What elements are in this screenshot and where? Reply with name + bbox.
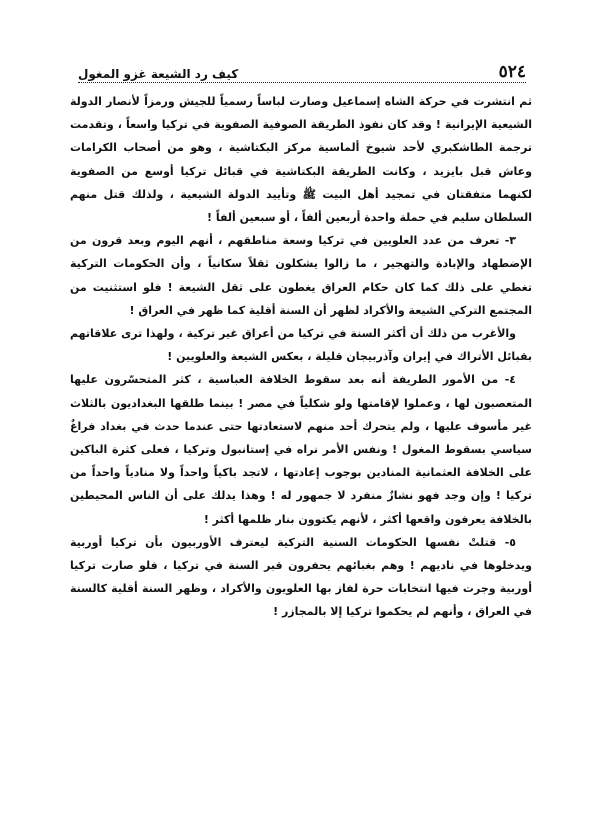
body-text bbox=[70, 90, 532, 624]
paragraph-5: ٥- قتلتْ نفسها الحكومات السنية التركية ليعترف الأوربيون بأن تركيا أوربية ويدخلوها في ناديهم ! وهم بغبائهم يحفرون قبر السنة في تركيا ، فلو صارت تركيا أوربية وجرت فيها انتخابات حرة لفاز بها العلويون والأكراد ، وظهر السنة أقلية كالسنة في العراق ، وأنهم لم يحكموا تركيا إلا بالمجازر ! bbox=[70, 535, 532, 619]
header-divider bbox=[78, 82, 526, 83]
running-title: كيف رد الشيعة غزو المغول bbox=[78, 67, 239, 81]
page-number: ٥٢٤ bbox=[498, 62, 526, 82]
page-header bbox=[78, 58, 526, 82]
paragraph-1: ثم انتشرت في حركة الشاه إسماعيل وصارت لباساً رسمياً للجيش ورمزاً لأنصار الدولة الشيعية الإيرانية ! وقد كان نفوذ الطريقة الصوفية الصفوية في تركيا واسعاً ، وتقدمت ترجمة الطاشكبري لأحد شيوخ ألماسية مركز البكتاشية ، وهو من أصحاب الكرامات وعاش قبل بايزيد ، وكانت الطريقة البكتاشية في قبائل تركيا أوسع من الصفوية لكنهما متفقتان في تمجيد أهل البيت ﷺ وتأييد الدولة الشيعية ، ولذلك قتل منهم السلطان سليم في حملة واحدة أربعين ألفاً ، أو سبعين ألفاً ! bbox=[70, 95, 532, 225]
paragraph-2: ٣- تعرف من عدد العلويين في تركيا وسعة مناطقهم ، أنهم اليوم وبعد قرون من الإضطهاد والإبادة والتهجير ، ما زالوا يشكلون ثقلاً سكانياً ، وأن الحكومات التركية تغطي على ذلك كما كان حكام العراق يغطون على ثقل الشيعة ! فلو استثنيت من المجتمع التركي الشيعة والأكراد لظهر أن السنة أقلية كما ظهر في العراق ! bbox=[70, 234, 532, 317]
paragraph-4: ٤- من الأمور الطريفة أنه بعد سقوط الخلافة العباسية ، كثر المتحسّرون عليها المتعصبون لها ، وعملوا لإقامتها ولو شكلياً في مصر ! بينما طلقها البغداديون بالثلاث غير مأسوف عليها ، ولم يتحرك أحد منهم لاستعادتها حتى عندما حدث في بغداد فراغٌ سياسي بسقوط المغول ! ونفس الأمر نراه في إستانبول وتركيا ، فعلى كثرة الباكين على الخلافة العثمانية المنادين بوجوب إعادتها ، لاتجد باكياً واحداً ولا منادياً واحداً من تركيا ! وإن وجد فهو نشازٌ منفرد لا جمهور له ! وهذا يدلك على أن الناس المحيطين بالخلافة يعرفون واقعها أكثر ، لأنهم يكتوون بنار ظلمها أكثر ! bbox=[70, 373, 532, 526]
paragraph-3: والأغرب من ذلك أن أكثر السنة في تركيا من أعراق غير تركية ، ولهذا ترى علاقاتهم بقبائل الأتراك في إيران وآذربيجان قليلة ، بعكس الشيعة والعلويين ! bbox=[70, 327, 532, 364]
